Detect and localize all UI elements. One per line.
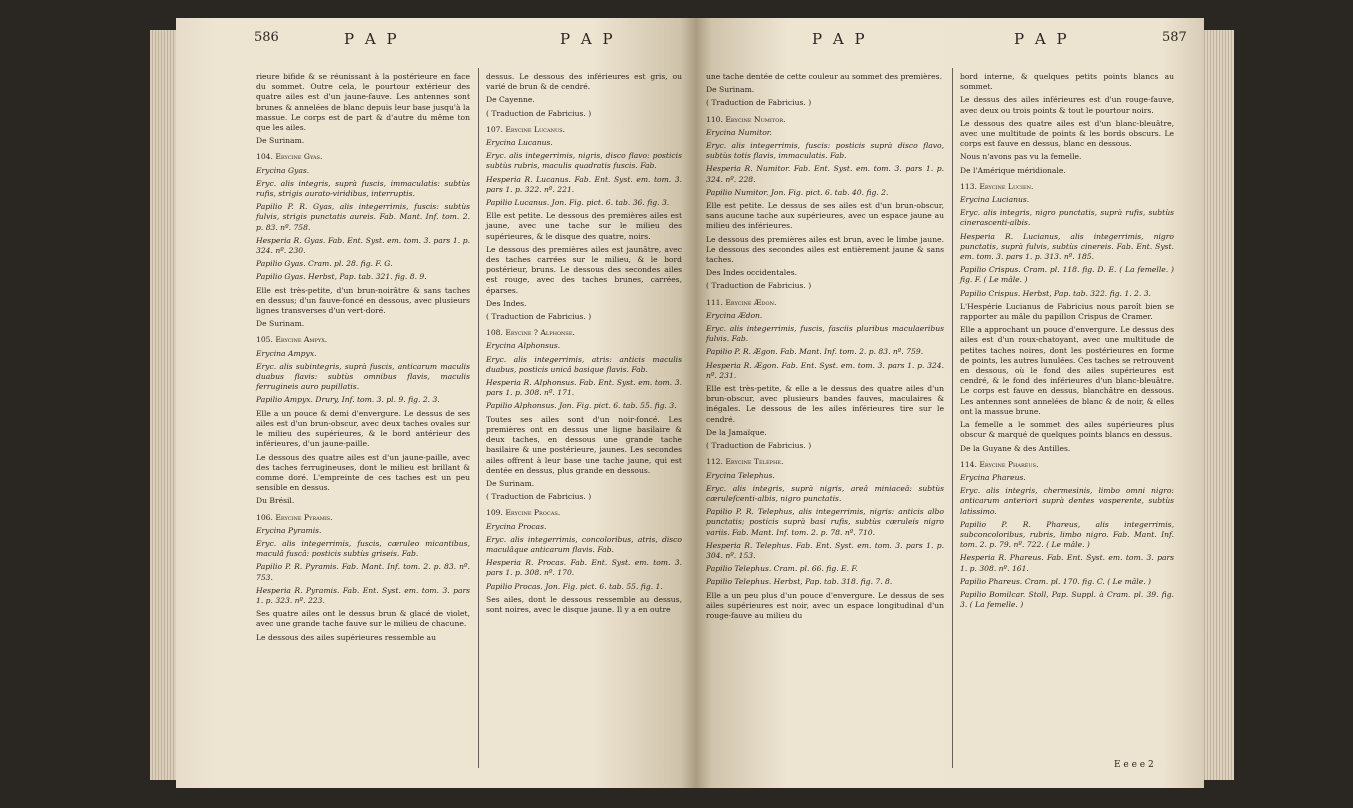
paragraph: 111. Erycine Ædon. bbox=[706, 297, 777, 307]
paragraph: Le dessous des quatre ailes est d'un jaune-paille, avec des taches ferrugineuses, dont le milieu est brillant & comme doré. L'empreinte de ces taches est un peu sensible en dessus. bbox=[256, 452, 470, 493]
paragraph: une tache dentée de cette couleur au sommet des premières. bbox=[706, 72, 942, 81]
paragraph: Papilio Numitor. Jon. Fig. pict. 6. tab. 40. fig. 2. bbox=[706, 187, 889, 197]
paragraph: De Cayenne. bbox=[486, 95, 535, 105]
paragraph: Erycina Ampyx. bbox=[256, 348, 317, 358]
paragraph: Nous n'avons pas vu la femelle. bbox=[960, 152, 1082, 162]
paragraph: De la Jamaïque. bbox=[706, 427, 767, 437]
paragraph: dessus. Le dessous des inférieures est gris, ou varié de brun & de cendré. bbox=[486, 72, 682, 92]
paragraph: Elle est très-petite, & elle a le dessus des quatre ailes d'un brun-obscur, avec plusieurs bandes fauves, maculaires & inégales. Le dessous de les ailes inférieures tire sur le cendré. bbox=[706, 384, 944, 424]
paragraph: Papilio Ampyx. Drury, Inf. tom. 3. pl. 9. fig. 2. 3. bbox=[256, 395, 440, 405]
paragraph: Toutes ses ailes sont d'un noir-foncé. Les premières ont en dessus une ligne basilaire & deux taches, en dessous une grande tache basilaire & une postérieure, jaunes. Les secondes ailes offrent à leur base une tache jaune, qui est dentée en dessus, plus grande en dessous. bbox=[486, 414, 682, 475]
paragraph: Papilio P. R. Telephus, alis integerrimis, nigris: anticis albo punctatis; posticis suprà basi rufis, subtùs cæruleis nigro variis. Fab. Mant. Inf. tom. 2. p. 78. nº. 710. bbox=[706, 507, 944, 537]
paragraph: Hesperia R. Alphonsus. Fab. Ent. Syst. em. tom. 3. pars 1. p. 308. nº. 171. bbox=[486, 378, 682, 398]
paragraph: Erycina Pyramis. bbox=[256, 525, 322, 535]
paragraph: Papilio Phareus. Cram. pl. 170. fig. C. ( Le mâle. ) bbox=[960, 576, 1152, 586]
paragraph: Erycina Gyas. bbox=[256, 165, 310, 175]
paragraph: Elle a un peu plus d'un pouce d'envergure. Le dessus de ses ailes supérieures est noir, avec un espace longitudinal d'un rouge-fauve au milieu du bbox=[706, 590, 944, 620]
paragraph: ( Traduction de Fabricius. ) bbox=[486, 312, 592, 322]
running-head: P A P bbox=[560, 30, 616, 48]
running-head: P A P bbox=[1014, 30, 1070, 48]
paragraph: Papilio Telephus. Herbst, Pap. tab. 318. fig. 7. 8. bbox=[706, 577, 893, 587]
paragraph: Papilio Bomilcar. Stoll, Pap. Suppl. à Cram. pl. 39. fig. 3. ( La femelle. ) bbox=[960, 589, 1174, 610]
paragraph: 110. Erycine Numitor. bbox=[706, 114, 786, 124]
text-column bbox=[706, 72, 944, 624]
paragraph: Erycina Numitor. bbox=[706, 127, 772, 137]
column-rule bbox=[952, 68, 953, 768]
paragraph: Eryc. alis integris, nigro punctatis, suprà rufis, subtùs cinerascenti-albis. bbox=[960, 208, 1174, 228]
paragraph: Hesperia R. Numitor. Fab. Ent. Syst. em. tom. 3. pars 1. p. 324. nº. 228. bbox=[706, 164, 944, 184]
paragraph: De Surinam. bbox=[706, 85, 755, 95]
paragraph: 106. Erycine Pyramis. bbox=[256, 512, 333, 522]
paragraph: Hesperia R. Pyramis. Fab. Ent. Syst. em. tom. 3. pars 1. p. 323. nº. 223. bbox=[256, 585, 470, 605]
text-column bbox=[256, 72, 470, 646]
paragraph: Ses quatre ailes ont le dessus brun & glacé de violet, avec une grande tache fauve sur le milieu de chacune. bbox=[256, 609, 470, 629]
paragraph: ( Traduction de Fabricius. ) bbox=[706, 98, 812, 108]
paragraph: Le dessous des premières ailes est jaunâtre, avec des taches carrées sur le milieu, & le bord postérieur, bruns. Le dessous des secondes ailes est rouge, avec des taches brunes, carrées, éparses. bbox=[486, 244, 682, 295]
paragraph: Eryc. alis integerrimis, concoloribus, atris, disco maculâque anticarum flavis. Fab. bbox=[486, 534, 682, 554]
paragraph: Papilio Gyas. Herbst, Pap. tab. 321. fig. 8. 9. bbox=[256, 272, 427, 282]
paragraph: 109. Erycine Procas. bbox=[486, 508, 561, 518]
paragraph: Papilio P. R. Pyramis. Fab. Mant. Inf. tom. 2. p. 83. nº. 753. bbox=[256, 562, 470, 582]
paragraph: Erycina Alphonsus. bbox=[486, 341, 561, 351]
text-column bbox=[486, 72, 682, 618]
paragraph: Hesperia R. Ægon. Fab. Ent. Syst. em. tom. 3. pars 1. p. 324. nº. 231. bbox=[706, 360, 944, 380]
paragraph: Erycina Lucanus. bbox=[486, 138, 553, 148]
paragraph: Eryc. alis integerrimis, atris: anticis maculis duabus, posticis unicâ basique flavis. Fab. bbox=[486, 354, 682, 374]
paragraph: Du Brésil. bbox=[256, 496, 295, 506]
paragraph: Papilio P. R. Gyas, alis integerrimis, fuscis: subtùs fulvis, strigis punctatis aureis. Fab. Mant. Inf. tom. 2. p. 83. nº. 758. bbox=[256, 202, 470, 232]
paragraph: L'Hespérie Lucianus de Fabricius nous paroît bien se rapporter au mâle du papillon Crispus de Cramer. bbox=[960, 301, 1174, 322]
paragraph: Papilio Alphonsus. Jon. Fig. pict. 6. tab. 55. fig. 3. bbox=[486, 401, 677, 411]
paragraph: Le dessous des quatre ailes est d'un blanc-bleuâtre, avec une multitude de points & les bords obscurs. Le corps est fauve en dessus, blanc en dessous. bbox=[960, 118, 1174, 149]
paragraph: rieure bifide & se réunissant à la postérieure en face du sommet. Outre cela, le pourtour extérieur des quatre ailes est d'un jaune-fauve. Les antennes sont brunes & annelées de blanc depuis leur base jusqu'à la massue. Le corps est de part & d'autre du même ton que les ailes. bbox=[256, 72, 470, 133]
paragraph: Eryc. alis integerrimis, fuscis, cæruleo micantibus, maculâ fuscâ: posticis subtùs griseis. Fab. bbox=[256, 538, 470, 559]
paragraph: Hesperia R. Procas. Fab. Ent. Syst. em. tom. 3. pars 1. p. 308. nº. 170. bbox=[486, 558, 682, 578]
paragraph: ( Traduction de Fabricius. ) bbox=[706, 281, 812, 291]
paragraph: Eryc. alis integerrimis, fuscis: posticis suprà disco flavo, subtùs totis flavis, immaculatis. Fab. bbox=[706, 141, 944, 161]
paragraph: ( Traduction de Fabricius. ) bbox=[486, 492, 592, 502]
paragraph: Papilio Gyas. Cram. pl. 28. fig. F. G. bbox=[256, 259, 393, 269]
paragraph: Elle est petite. Le dessous des premières ailes est jaune, avec une tache sur le milieu des supérieures, & le disque des quatre, noirs. bbox=[486, 211, 682, 241]
paragraph: Papilio Crispus. Cram. pl. 118. fig. D. E. ( La femelle. ) fig. F. ( Le mâle. ) bbox=[960, 265, 1174, 285]
paragraph: De Surinam. bbox=[486, 478, 535, 488]
paragraph: Eryc. alis integris, suprà fuscis, immaculatis: subtùs rufis, strigis aurato-viridibus, interruptis. bbox=[256, 178, 470, 199]
paragraph: Papilio P. R. Ægon. Fab. Mant. Inf. tom. 2. p. 83. nº. 759. bbox=[706, 347, 924, 357]
paragraph: 108. Erycine ? Alphonse. bbox=[486, 328, 575, 338]
paragraph: 107. Erycine Lucanus. bbox=[486, 124, 566, 134]
paragraph: ( Traduction de Fabricius. ) bbox=[706, 441, 812, 451]
paragraph: Eryc. alis subintegris, suprà fuscis, anticarum maculis duabus flavis: subtùs omnibus flavis, maculis ferrugineis auro pupillatis. bbox=[256, 361, 470, 392]
paragraph: Hesperia R. Lucanus. Fab. Ent. Syst. em. tom. 3. pars 1. p. 322. nº. 221. bbox=[486, 174, 682, 194]
paragraph: Des Indes. bbox=[486, 298, 527, 308]
paragraph: De l'Amérique méridionale. bbox=[960, 165, 1066, 175]
paragraph: Hesperia R. Lucianus, alis integerrimis, nigro punctatis, suprà fulvis, subtùs cinereis. Fab. Ent. Syst. em. tom. 3. pars 1. p. 313. nº. 185. bbox=[960, 231, 1174, 262]
paragraph: 113. Erycine Lucien. bbox=[960, 181, 1034, 191]
paragraph: Papilio Telephus. Cram. pl. 66. fig. E. F. bbox=[706, 564, 858, 574]
paragraph: 104. Erycine Gyas. bbox=[256, 152, 323, 162]
paragraph: De Surinam. bbox=[256, 136, 305, 146]
paragraph: Erycina Phareus. bbox=[960, 472, 1026, 482]
paragraph: ( Traduction de Fabricius. ) bbox=[486, 108, 592, 118]
paragraph: Hesperia R. Phareus. Fab. Ent. Syst. em. tom. 3. pars 1. p. 308. nº. 161. bbox=[960, 553, 1174, 573]
page-edges-right bbox=[1204, 30, 1234, 780]
page-number: 586 bbox=[254, 30, 279, 45]
paragraph: Papilio Lucanus. Jon. Fig. pict. 6. tab. 36. fig. 3. bbox=[486, 198, 670, 208]
paragraph: Eryc. alis integris, suprà nigris, areâ miniaceâ: subtùs cæruleſcenti-albis, nigro punctatis. bbox=[706, 483, 944, 503]
paragraph: Elle est petite. Le dessus de ses ailes est d'un brun-obscur, sans aucune tache aux supérieures, avec un espace jaune au milieu des inférieures. bbox=[706, 201, 944, 231]
paragraph: Papilio P. R. Phareus, alis integerrimis, subconcoloribus, rubris, limbo nigro. Fab. Mant. Inf. tom. 2. p. 79. nº. 722. ( Le mâle. ) bbox=[960, 519, 1174, 550]
paragraph: Eryc. alis integerrimis, nigris, disco flavo: posticis subtùs rubris, maculis quadratis fuscis. Fab. bbox=[486, 151, 682, 171]
page-edges-left bbox=[150, 30, 176, 780]
text-column bbox=[960, 72, 1174, 613]
paragraph: bord interne, & quelques petits points blancs au sommet. bbox=[960, 72, 1174, 92]
paragraph: Le dessus des ailes inférieures est d'un rouge-fauve, avec deux ou trois points & tout le pourtour noirs. bbox=[960, 95, 1174, 115]
left-page bbox=[176, 18, 696, 788]
paragraph: Ses ailes, dont le dessous ressemble au dessus, sont noires, avec le disque jaune. Il y a en outre bbox=[486, 594, 682, 614]
paragraph: Hesperia R. Gyas. Fab. Ent. Syst. em. tom. 3. pars 1. p. 324. nº. 230. bbox=[256, 235, 470, 256]
paragraph: Elle a approchant un pouce d'envergure. Le dessus des ailes est d'un roux-chatoyant, avec une multitude de petites taches noires, dont les postérieures en forme de points, les autres lunulées. Ces taches se retrouvent en dessous, où le fond des ailes supérieures est cendré, & le fond des inférieures d'un blanc-bleuâtre. Le corps est fauve en dessus, blanchâtre en dessous. Les antennes sont annelées de blanc & de noir, & elles ont la massue brune. bbox=[960, 325, 1174, 416]
paragraph: Elle a un pouce & demi d'envergure. Le dessus de ses ailes est d'un brun-obscur, avec deux taches ovales sur le milieu des supérieures, & le bord antérieur des inférieures, d'un jaune-paille. bbox=[256, 408, 470, 449]
paragraph: Hesperia R. Telephus. Fab. Ent. Syst. em. tom. 3. pars 1. p. 304. nº. 153. bbox=[706, 540, 944, 560]
paragraph: Erycina Procas. bbox=[486, 521, 547, 531]
paragraph: Papilio Procas. Jon. Fig. pict. 6. tab. 55. fig. 1. bbox=[486, 581, 663, 591]
right-page bbox=[696, 18, 1204, 788]
paragraph: Erycina Lucianus. bbox=[960, 195, 1030, 205]
paragraph: De Surinam. bbox=[256, 319, 305, 329]
paragraph: Eryc. alis integerrimis, fuscis, fasciis pluribus maculaeribus fulvis. Fab. bbox=[706, 324, 944, 344]
paragraph: Le dessous des premières ailes est brun, avec le limbe jaune. Le dessous des secondes ailes est entièrement jaune & sans taches. bbox=[706, 234, 944, 265]
paragraph: Elle est très-petite, d'un brun-noirâtre & sans taches en dessus; d'un fauve-foncé en dessous, avec plusieurs lignes transverses d'un vert-doré. bbox=[256, 285, 470, 316]
paragraph: Papilio Crispus. Herbst, Pap. tab. 322. fig. 1. 2. 3. bbox=[960, 288, 1151, 298]
paragraph: Erycina Ædon. bbox=[706, 310, 763, 320]
paragraph: Des Indes occidentales. bbox=[706, 268, 798, 278]
paragraph: Le dessous des ailes supérieures ressemble au bbox=[256, 632, 436, 642]
running-head: P A P bbox=[812, 30, 868, 48]
paragraph: 112. Erycine Téléphe. bbox=[706, 457, 784, 467]
running-head: P A P bbox=[344, 30, 400, 48]
signature-mark: E e e e 2 bbox=[1114, 760, 1154, 770]
paragraph: 105. Erycine Ampyx. bbox=[256, 335, 328, 345]
paragraph: Eryc. alis integris, chermesinis, limbo omni nigro: anticarum anteriori suprà dentes vasperente, subtùs latissimo. bbox=[960, 486, 1174, 516]
column-rule bbox=[478, 68, 479, 768]
paragraph: Erycina Telephus. bbox=[706, 470, 775, 480]
page-number: 587 bbox=[1162, 30, 1187, 45]
paragraph: 114. Erycine Pharéus. bbox=[960, 459, 1039, 469]
paragraph: La femelle a le sommet des ailes supérieures plus obscur & marqué de quelques points blancs en dessus. bbox=[960, 420, 1174, 440]
paragraph: De la Guyane & des Antilles. bbox=[960, 443, 1071, 453]
